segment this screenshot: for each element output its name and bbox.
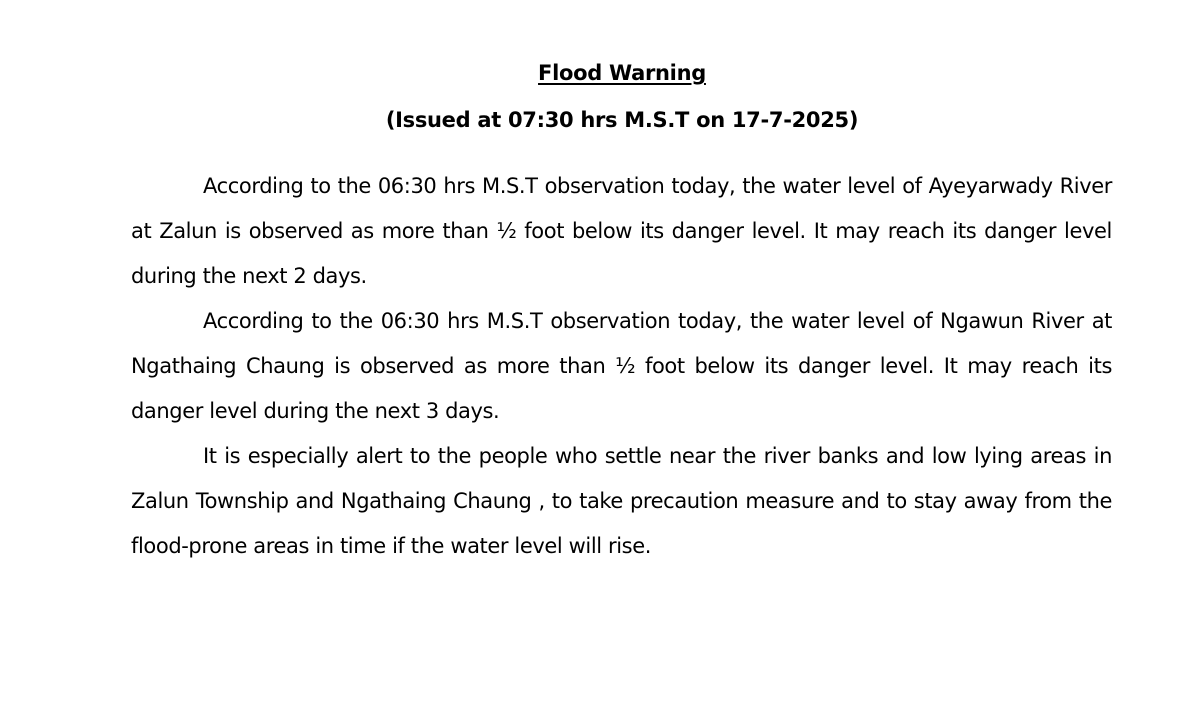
paragraph-ngawun-ngathaing-chaung: According to the 06:30 hrs M.S.T observation today, the water level of Ngawun River at Ngathaing Chaung is observed as more than ½ foot below its danger level. It may reach its danger level during the next 3 days. — [131, 309, 1112, 423]
paragraph-ayeyarwady-zalun: According to the 06:30 hrs M.S.T observation today, the water level of Ayeyarwady River at Zalun is observed as more than ½ foot below its danger level. It may reach its danger level during the next 2 days. — [131, 174, 1112, 288]
document-body — [131, 164, 1112, 569]
document-title: Flood Warning — [538, 61, 706, 85]
paragraph-alert-advice: It is especially alert to the people who settle near the river banks and low lying areas in Zalun Township and Ngathaing Chaung , to take precaution measure and to stay away from the flood-prone areas in time if the water level will rise. — [131, 444, 1112, 558]
issued-time-subtitle: (Issued at 07:30 hrs M.S.T on 17-7-2025) — [385, 108, 859, 132]
